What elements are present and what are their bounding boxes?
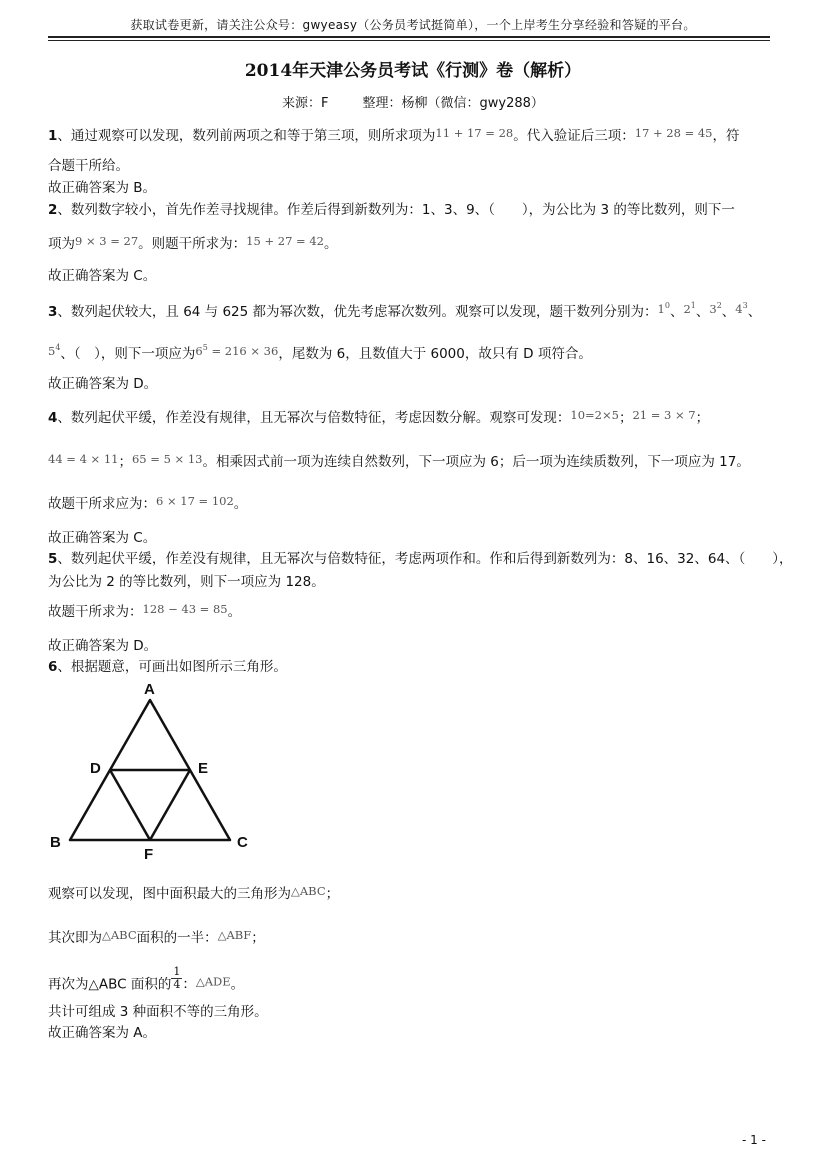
q1-formula-1: 11 + 17 = 28	[435, 126, 514, 140]
q4-formula-5: 6 × 17 = 102	[156, 494, 234, 508]
q1-answer: 故正确答案为 B。	[48, 180, 157, 196]
q1-line-2: 合题干所给。	[48, 158, 129, 174]
vertex-label-a: A	[144, 681, 155, 698]
q4-answer: 故正确答案为 C。	[48, 530, 157, 546]
q3-power-3: $3^2$	[709, 301, 722, 316]
q4-line-2: 44 = 4 × 11；65 = 5 × 13。相乘因式前一项为连续自然数列，下一项应为 6；后一项为连续质数列，下一项应为 17。	[48, 452, 750, 470]
q2-formula-1: 9 × 3 = 27	[75, 234, 139, 248]
q5-line-3: 故题干所求为：128 − 43 = 85。	[48, 602, 242, 620]
segment-df	[110, 770, 150, 840]
triangle-diagram	[40, 675, 260, 865]
source-label: 来源：F	[282, 96, 329, 111]
q6-line-4: 再次为△ABC 面积的 $\frac{1}{4}$ ：△ADE。	[48, 965, 245, 993]
q5-answer: 故正确答案为 D。	[48, 638, 158, 654]
q5-line-2: 为公比为 2 的等比数列，则下一项应为 128。	[48, 574, 325, 590]
q5-formula-1: 128 − 43 = 85	[142, 602, 228, 616]
q6-formula-2: △ABC	[102, 928, 137, 942]
q1-line-1: 1、通过观察可以发现，数列前两项之和等于第三项，则所求项为11 + 17 = 28。代入验证后三项：17 + 28 = 45，符	[48, 126, 740, 144]
q3-power-1: $1^0$	[657, 301, 670, 316]
q2-number: 2	[48, 202, 58, 218]
q1-number: 1	[48, 128, 58, 144]
header-rule-thick	[48, 36, 770, 38]
q2-line-2: 项为9 × 3 = 27。则题干所求为：15 + 27 = 42。	[48, 234, 338, 252]
q4-formula-4: 65 = 5 × 13	[131, 452, 203, 466]
q6-line-3: 其次即为△ABC面积的一半：△ABF；	[48, 928, 265, 946]
q5-number: 5	[48, 551, 58, 567]
q4-formula-1: 10=2×5	[570, 408, 619, 422]
q3-power-4: $4^3$	[735, 301, 748, 316]
q6-formula-4: △ADE	[195, 974, 231, 989]
vertex-label-c: C	[237, 834, 248, 851]
q4-line-3: 故题干所求应为：6 × 17 = 102。	[48, 494, 248, 512]
vertex-label-b: B	[50, 834, 61, 851]
q3-line-1: 3、数列起伏较大，且 64 与 625 都为幂次数，优先考虑幂次数列。观察可以发现，题干数列分别为：$1^0$、$2^1$、$3^2$、$4^3$、	[48, 301, 762, 320]
q5-line-1: 5、数列起伏平缓，作差没有规律，且无幂次与倍数特征，考虑两项作和。作和后得到新数列为：8、16、32、64、（ ），	[48, 551, 793, 567]
segment-ef	[150, 770, 190, 840]
vertex-label-f: F	[144, 846, 154, 863]
document-title: 2014年天津公务员考试《行测》卷（解析）	[244, 61, 582, 81]
vertex-label-d: D	[90, 760, 101, 777]
q2-answer: 故正确答案为 C。	[48, 268, 157, 284]
q1-formula-2: 17 + 28 = 45	[634, 126, 713, 140]
q3-answer: 故正确答案为 D。	[48, 376, 158, 392]
q2-line-1: 2、数列数字较小，首先作差寻找规律。作差后得到新数列为：1、3、9、（ ），为公比为 3 的等比数列，则下一	[48, 202, 735, 218]
q6-number: 6	[48, 659, 58, 675]
q2-formula-2: 15 + 27 = 42	[246, 234, 324, 248]
q6-formula-1: △ABC	[291, 884, 326, 898]
q6-line-1: 6、根据题意，可画出如图所示三角形。	[48, 659, 287, 675]
q6-fraction: $\frac{1}{4}$	[173, 965, 181, 991]
q6-line-2: 观察可以发现，图中面积最大的三角形为△ABC；	[48, 884, 340, 902]
header-rule-thin	[48, 40, 770, 41]
q3-formula-1: $6^5 = 216 \times 36$	[195, 343, 279, 358]
q3-line-2: $5^4$、（ ），则下一项应为$6^5 = 216 \times 36$，尾数为 6，且数值大于 6000，故只有 D 项符合。	[48, 343, 592, 362]
q6-line-5: 共计可组成 3 种面积不等的三角形。	[48, 1004, 268, 1020]
q6-formula-3: △ABF	[217, 928, 252, 942]
editor-label: 整理：杨柳（微信：gwy288）	[362, 96, 544, 111]
q3-number: 3	[48, 304, 58, 320]
q6-answer: 故正确答案为 A。	[48, 1025, 157, 1041]
q4-line-1: 4、数列起伏平缓，作差没有规律，且无幂次与倍数特征，考虑因数分解。观察可发现：10=2×5；21 = 3 × 7；	[48, 408, 710, 426]
q4-number: 4	[48, 410, 58, 426]
q4-formula-3: 44 = 4 × 11	[48, 452, 119, 466]
q3-power-2: $2^1$	[683, 301, 696, 316]
document-source	[0, 92, 826, 111]
page-header-notice: 获取试卷更新，请关注公众号：gwyeasy（公务员考试挺简单），一个上岸考生分享经验和答疑的平台。	[130, 18, 696, 32]
vertex-label-e: E	[198, 760, 209, 777]
q4-formula-2: 21 = 3 × 7	[632, 408, 696, 422]
page-number: - 1 -	[742, 1133, 766, 1147]
q3-power-5: $5^4$	[48, 343, 61, 358]
